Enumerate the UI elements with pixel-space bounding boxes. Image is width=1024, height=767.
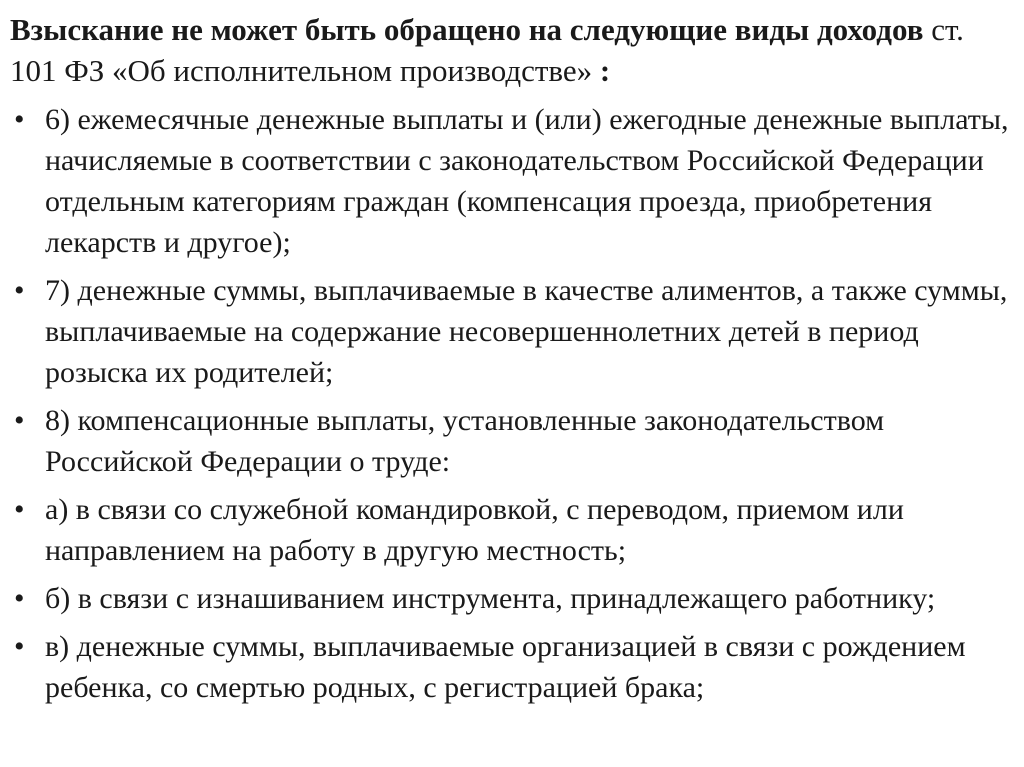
heading-law-reference: ст. 101 ФЗ «Об исполнительном производстве» bbox=[10, 12, 964, 88]
list-item-text: 6) ежемесячные денежные выплаты и (или) ежегодные денежные выплаты, начисляемые в соответствии с законодательством Российской Федерации отдельным категориям граждан (компенсация проезда, приобретения лекарств и другое); bbox=[45, 103, 1009, 259]
bullet-list bbox=[0, 99, 1024, 715]
list-item bbox=[0, 626, 1024, 708]
list-item-text: а) в связи со служебной командировкой, с переводом, приемом или направлением на работу в другую местность; bbox=[45, 493, 904, 567]
bullet-icon: • bbox=[14, 103, 25, 136]
list-item-text: б) в связи с изнашиванием инструмента, принадлежащего работнику; bbox=[45, 582, 936, 615]
bullet-icon: • bbox=[14, 404, 25, 437]
heading-bold-text: Взыскание не может быть обращено на следующие виды доходов bbox=[10, 12, 924, 47]
list-item-text: 8) компенсационные выплаты, установленные законодательством Российской Федерации о труде: bbox=[45, 404, 885, 478]
list-item bbox=[0, 270, 1024, 393]
bullet-icon: • bbox=[14, 582, 25, 615]
list-item-text: 7) денежные суммы, выплачиваемые в качестве алиментов, а также суммы, выплачиваемые на содержание несовершеннолетних детей в период розыска их родителей; bbox=[45, 274, 1008, 389]
list-item bbox=[0, 578, 1024, 619]
bullet-icon: • bbox=[14, 274, 25, 307]
bullet-icon: • bbox=[14, 493, 25, 526]
list-item bbox=[0, 489, 1024, 571]
list-item bbox=[0, 400, 1024, 482]
list-item bbox=[0, 99, 1024, 263]
bullet-icon: • bbox=[14, 630, 25, 663]
heading-colon: : bbox=[599, 53, 611, 88]
slide-heading bbox=[10, 9, 1010, 91]
list-item-text: в) денежные суммы, выплачиваемые организацией в связи с рождением ребенка, со смертью родных, с регистрацией брака; bbox=[45, 630, 966, 704]
